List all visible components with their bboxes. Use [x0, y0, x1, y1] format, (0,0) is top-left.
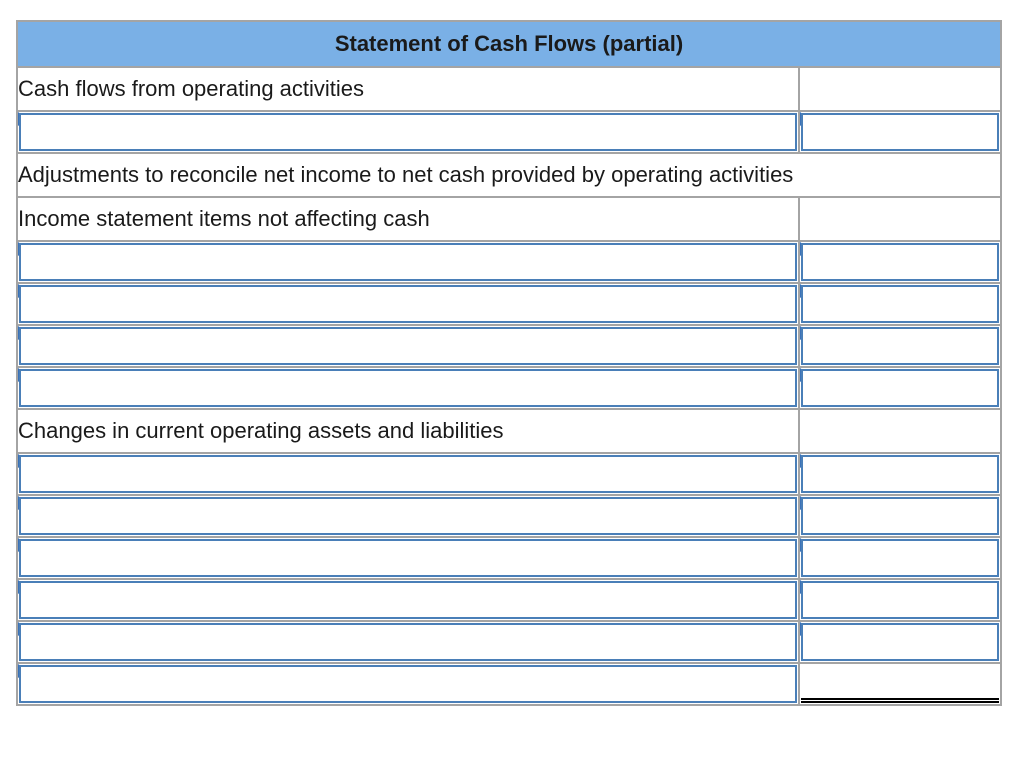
net-cash-total-amount-input[interactable]	[801, 665, 999, 703]
net-income-description-input[interactable]	[19, 113, 797, 151]
non-cash-item-description-input[interactable]	[19, 285, 797, 323]
working-capital-item-row	[17, 537, 1001, 579]
working-capital-item-row	[17, 495, 1001, 537]
working-capital-amount-input[interactable]	[801, 497, 999, 535]
non-cash-item-amount-input[interactable]	[801, 327, 999, 365]
operating-section-row	[17, 67, 1001, 111]
working-capital-description-input[interactable]	[19, 455, 797, 493]
non-cash-items-label: Income statement items not affecting cash	[17, 197, 799, 241]
non-cash-item-row	[17, 241, 1001, 283]
working-capital-amount-input[interactable]	[801, 539, 999, 577]
working-capital-item-row	[17, 621, 1001, 663]
working-capital-description-input[interactable]	[19, 581, 797, 619]
non-cash-item-amount-input[interactable]	[801, 243, 999, 281]
non-cash-item-description-input[interactable]	[19, 243, 797, 281]
changes-working-capital-label: Changes in current operating assets and liabilities	[17, 409, 799, 453]
cash-flow-statement-table	[16, 20, 1002, 706]
empty-amount-cell	[799, 409, 1001, 453]
non-cash-item-amount-input[interactable]	[801, 369, 999, 407]
non-cash-item-description-input[interactable]	[19, 327, 797, 365]
working-capital-description-input[interactable]	[19, 539, 797, 577]
non-cash-item-row	[17, 325, 1001, 367]
working-capital-item-row	[17, 453, 1001, 495]
non-cash-items-row	[17, 197, 1001, 241]
changes-working-capital-row	[17, 409, 1001, 453]
table-header-row	[17, 21, 1001, 67]
working-capital-amount-input[interactable]	[801, 581, 999, 619]
empty-amount-cell	[799, 197, 1001, 241]
net-income-row	[17, 111, 1001, 153]
net-income-amount-input[interactable]	[801, 113, 999, 151]
statement-title: Statement of Cash Flows (partial)	[17, 21, 1001, 67]
working-capital-item-row	[17, 579, 1001, 621]
non-cash-item-amount-input[interactable]	[801, 285, 999, 323]
working-capital-amount-input[interactable]	[801, 455, 999, 493]
operating-activities-label: Cash flows from operating activities	[17, 67, 799, 111]
non-cash-item-row	[17, 283, 1001, 325]
adjustments-label: Adjustments to reconcile net income to net cash provided by operating activities	[17, 153, 1001, 197]
net-cash-total-row	[17, 663, 1001, 705]
empty-amount-cell	[799, 67, 1001, 111]
working-capital-amount-input[interactable]	[801, 623, 999, 661]
working-capital-description-input[interactable]	[19, 497, 797, 535]
non-cash-item-row	[17, 367, 1001, 409]
non-cash-item-description-input[interactable]	[19, 369, 797, 407]
net-cash-description-input[interactable]	[19, 665, 797, 703]
adjustments-row	[17, 153, 1001, 197]
working-capital-description-input[interactable]	[19, 623, 797, 661]
